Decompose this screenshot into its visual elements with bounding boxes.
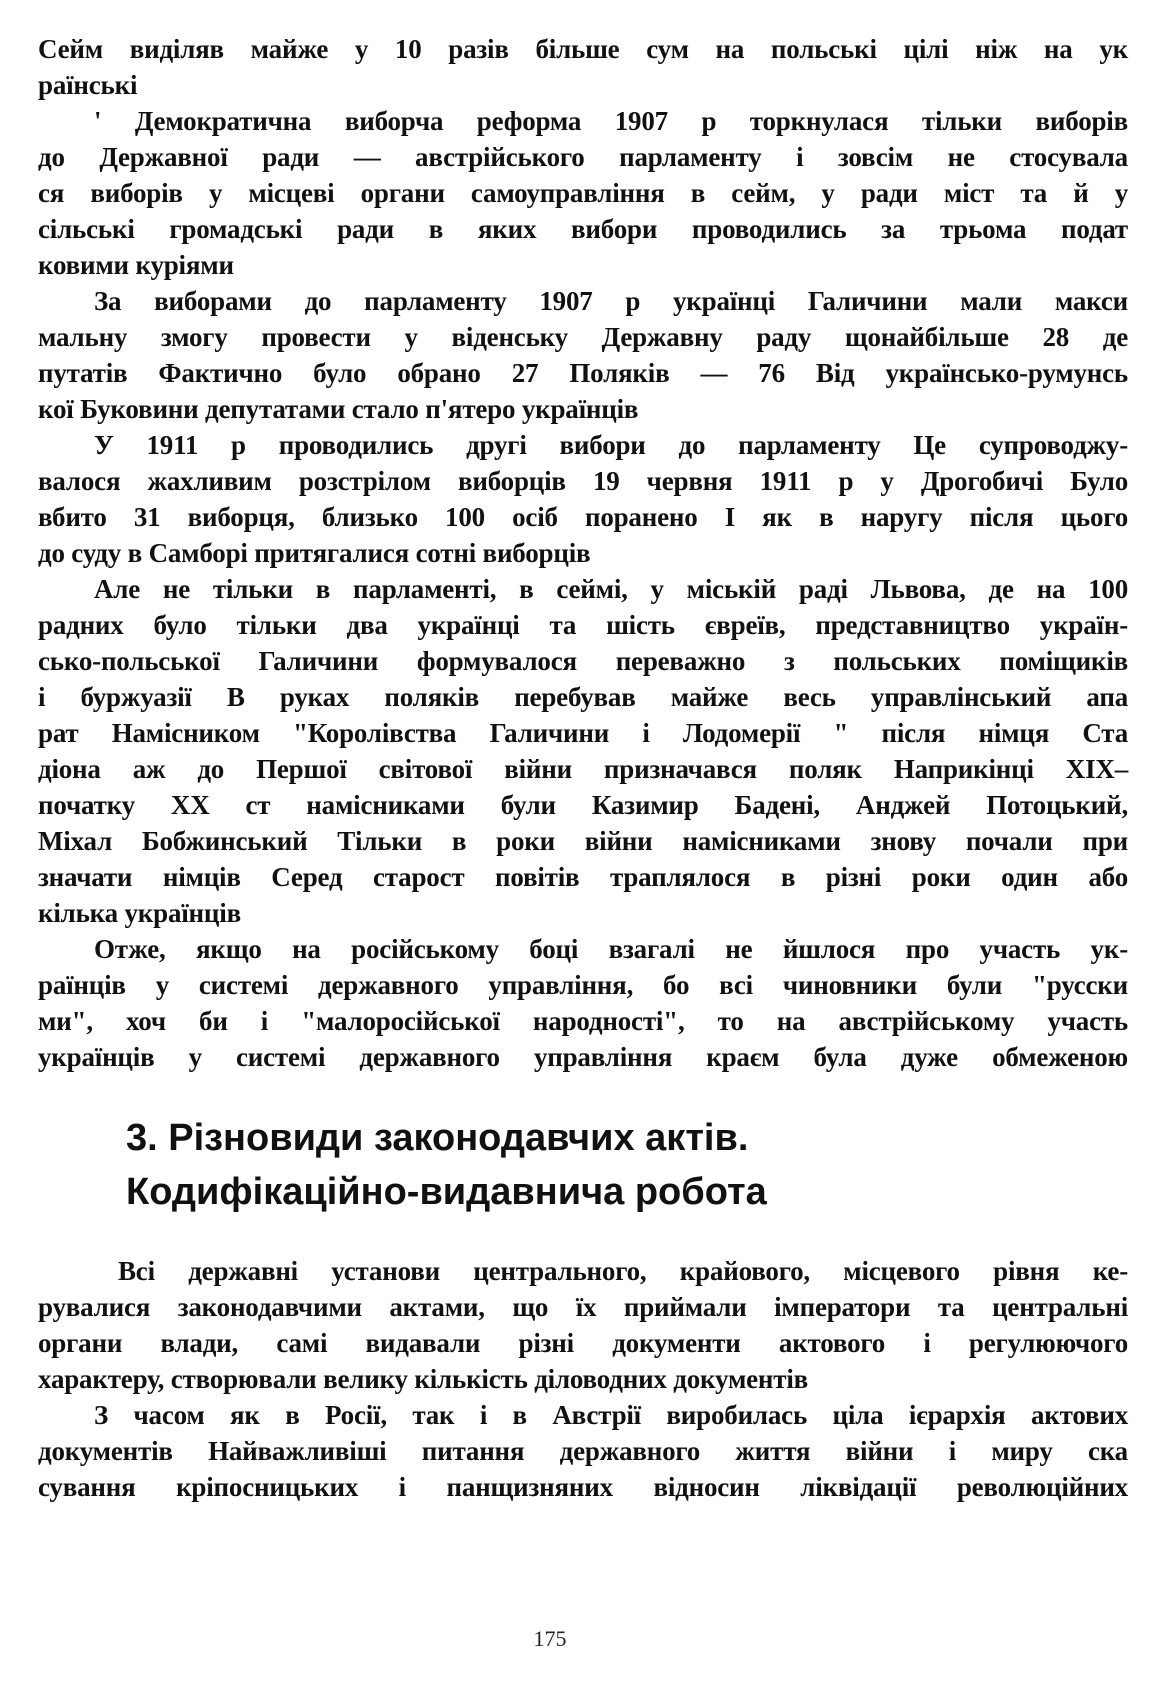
- text-line: до Державної ради — австрійського парламенту і зовсім не стосувала: [38, 142, 1128, 172]
- text-line: Міхал Бобжинський Тільки в роки війни намісниками знову почали при: [38, 826, 1128, 856]
- text-line: З часом як в Росії, так і в Австрії виробилась ціла ієрархія актових: [94, 1400, 1128, 1430]
- page-number: 175: [533, 1626, 567, 1651]
- text-line: сільські громадські ради в яких вибори проводились за трьома подат: [38, 214, 1128, 244]
- section-heading-subtitle: Кодифікаційно-видавнича робота: [126, 1171, 767, 1213]
- text-line: характеру, створювали велику кількість діловодних документів: [38, 1364, 809, 1394]
- text-line: Всі державні установи центрального, крайового, місцевого рівня ке-: [118, 1256, 1128, 1286]
- text-line: і буржуазії В руках поляків перебував майже весь управлінський апа: [38, 682, 1128, 712]
- text-line: путатів Фактично було обрано 27 Поляків — 76 Від українсько-румунсь: [38, 358, 1128, 388]
- text-line: валося жахливим розстрілом виборців 19 червня 1911 р у Дрогобичі Було: [38, 466, 1128, 496]
- text-line: сько-польської Галичини формувалося переважно з польських поміщиків: [38, 646, 1128, 676]
- document-page: [38, 30, 1128, 1670]
- text-line: документів Найважливіші питання державного життя війни і миру ска: [38, 1436, 1128, 1466]
- text-line: рувалися законодавчими актами, що їх приймали імператори та центральні: [38, 1292, 1128, 1322]
- text-line: ' Демократична виборча реформа 1907 р торкнулася тільки виборів: [94, 106, 1128, 136]
- text-line: ковими куріями: [38, 250, 234, 280]
- text-line: сування кріпосницьких і панщизняних відносин ліквідації революційних: [38, 1472, 1128, 1502]
- text-line: ся виборів у місцеві органи самоуправління в сейм, у ради міст та й у: [38, 178, 1128, 208]
- text-line: мальну змогу провести у віденську Державну раду щонайбільше 28 де: [38, 322, 1128, 352]
- text-line: діона аж до Першої світової війни призначався поляк Наприкінці XIX–: [38, 754, 1128, 784]
- text-line: кої Буковини депутатами стало п'ятеро українців: [38, 394, 639, 424]
- text-line: значати німців Серед старост повітів траплялося в різні роки один або: [38, 862, 1128, 892]
- text-line: Отже, якщо на російському боці взагалі не йшлося про участь ук-: [94, 934, 1128, 964]
- text-line: У 1911 р проводились другі вибори до парламенту Це супроводжу-: [94, 430, 1128, 460]
- text-line: Але не тільки в парламенті, в сеймі, у міській раді Львова, де на 100: [94, 574, 1128, 604]
- text-line: органи влади, самі видавали різні документи актового і регулюючого: [38, 1328, 1128, 1358]
- section-heading: 3. Різновиди законодавчих актів.: [126, 1117, 749, 1159]
- text-line: Сейм виділяв майже у 10 разів більше сум на польські цілі ніж на ук: [38, 34, 1128, 64]
- text-line: раїнські: [38, 70, 138, 100]
- text-line: кілька українців: [38, 898, 241, 928]
- text-line: раїнців у системі державного управління, бо всі чиновники були "русски: [38, 970, 1128, 1000]
- text-line: початку XX ст намісниками були Казимир Бадені, Анджей Потоцький,: [38, 790, 1128, 820]
- text-line: вбито 31 виборця, близько 100 осіб поранено І як в наругу після цього: [38, 502, 1128, 532]
- text-line: рат Намісником "Королівства Галичини і Лодомерії " після німця Ста: [38, 718, 1128, 748]
- text-line: ми", хоч би і "малоросійської народності", то на австрійському участь: [38, 1006, 1128, 1036]
- text-line: до суду в Самборі притягалися сотні виборців: [38, 538, 591, 568]
- text-line: За виборами до парламенту 1907 р українці Галичини мали макси: [94, 286, 1128, 316]
- text-line: радних було тільки два українці та шість євреїв, представництво україн-: [38, 610, 1128, 640]
- text-line: українців у системі державного управління краєм була дуже обмеженою: [38, 1042, 1128, 1072]
